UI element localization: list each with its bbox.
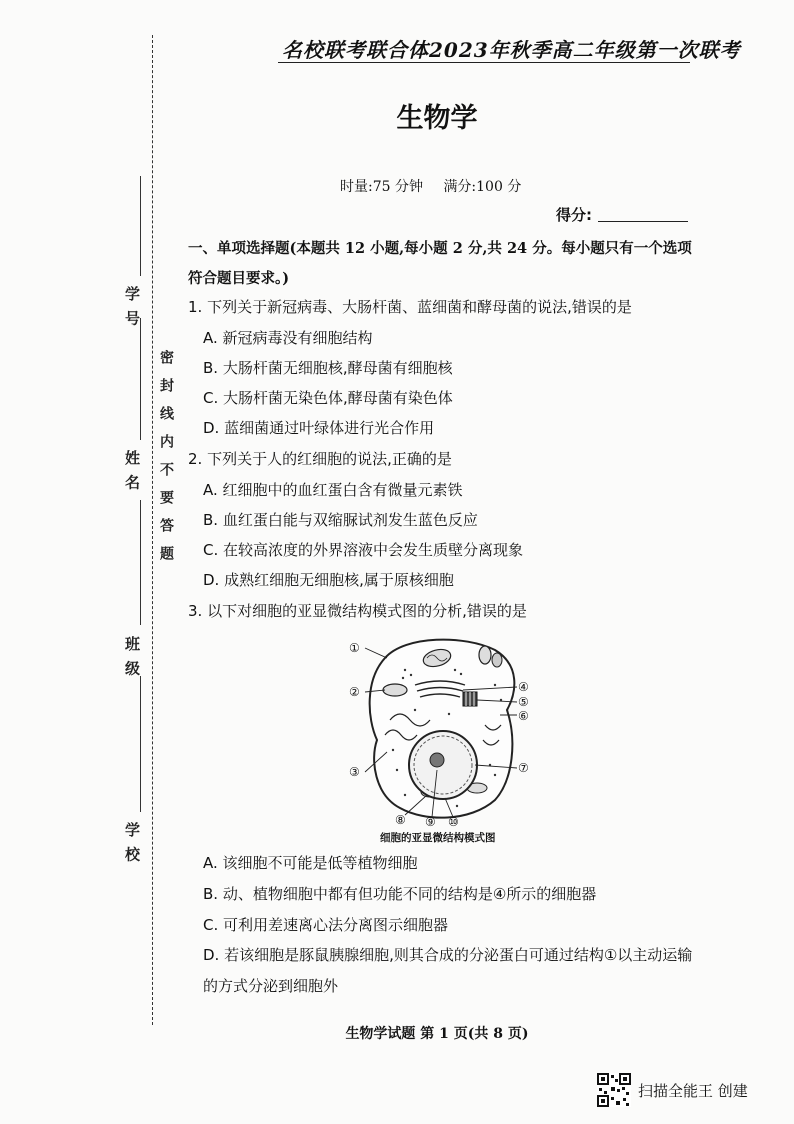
class-label: 班 级 (123, 636, 141, 678)
question-option: D. 蓝细菌通过叶绿体进行光合作用 (203, 419, 435, 437)
question-stem: 1. 下列关于新冠病毒、大肠杆菌、蓝细菌和酵母菌的说法,错误的是 (188, 298, 632, 316)
question-stem: 2. 下列关于人的红细胞的说法,正确的是 (188, 450, 452, 468)
class-line (140, 500, 141, 625)
page-footer: 生物学试题 第 1 页(共 8 页) (345, 1026, 529, 1042)
name-line (140, 318, 141, 440)
binding-dashed-line (152, 35, 153, 1025)
figure-label-2: ② (349, 685, 360, 699)
exam-time: 时量:75 分钟 (340, 179, 423, 195)
question-option: B. 大肠杆菌无细胞核,酵母菌有细胞核 (203, 359, 453, 377)
exam-info (340, 176, 537, 196)
student-id-line (140, 176, 141, 276)
figure-label-3: ③ (349, 765, 360, 779)
figure-label-7: ⑦ (518, 761, 529, 775)
section-heading: 一、单项选择题(本题共 12 小题,每小题 2 分,共 24 分。每小题只有一个选项符合题目要求。) (188, 240, 692, 287)
question-option: C. 可利用差速离心法分离图示细胞器 (203, 916, 449, 934)
question-option: B. 血红蛋白能与双缩脲试剂发生蓝色反应 (203, 511, 478, 529)
figure-label-8: ⑧ (395, 813, 406, 827)
question-option: D. 成熟红细胞无细胞核,属于原核细胞 (203, 571, 454, 589)
cell-diagram (345, 630, 540, 830)
figure-label-9: ⑨ (425, 815, 436, 829)
question-stem: 3. 以下对细胞的亚显微结构模式图的分析,错误的是 (188, 602, 527, 620)
figure-label-5: ⑤ (518, 695, 529, 709)
figure-label-10: ⑩ (448, 815, 459, 829)
exam-full-score: 满分:100 分 (443, 179, 522, 195)
school-label: 学 校 (123, 822, 141, 864)
student-id-label: 学 号 (123, 286, 141, 328)
question-option: A. 该细胞不可能是低等植物细胞 (203, 854, 418, 872)
figure-label-6: ⑥ (518, 709, 529, 723)
figure-label-1: ① (349, 641, 360, 655)
seal-warning: 密封线内不要答题 (158, 350, 174, 574)
question-option: C. 大肠杆菌无染色体,酵母菌有染色体 (203, 389, 453, 407)
name-label: 姓 名 (123, 450, 141, 492)
question-option: C. 在较高浓度的外界溶液中会发生质壁分离现象 (203, 541, 524, 559)
question-option: B. 动、植物细胞中都有但功能不同的结构是④所示的细胞器 (203, 885, 597, 903)
exam-title: 名校联考联合体2023年秋季高二年级第一次联考 (282, 38, 741, 62)
header-rule (278, 62, 690, 63)
figure-label-4: ④ (518, 680, 529, 694)
question-option: A. 新冠病毒没有细胞结构 (203, 329, 373, 347)
qr-code-icon (597, 1073, 631, 1107)
score-label: 得分: (556, 206, 592, 224)
figure-caption: 细胞的亚显微结构模式图 (380, 832, 496, 844)
question-option: D. 若该细胞是豚鼠胰腺细胞,则其合成的分泌蛋白可通过结构①以主动运输的方式分泌到细胞外 (203, 946, 693, 995)
subject-title: 生物学 (396, 103, 478, 134)
school-line (140, 676, 141, 812)
question-option: A. 红细胞中的血红蛋白含有微量元素铁 (203, 481, 463, 499)
scanner-watermark: 扫描全能王 创建 (638, 1082, 748, 1100)
score-blank (598, 221, 688, 222)
